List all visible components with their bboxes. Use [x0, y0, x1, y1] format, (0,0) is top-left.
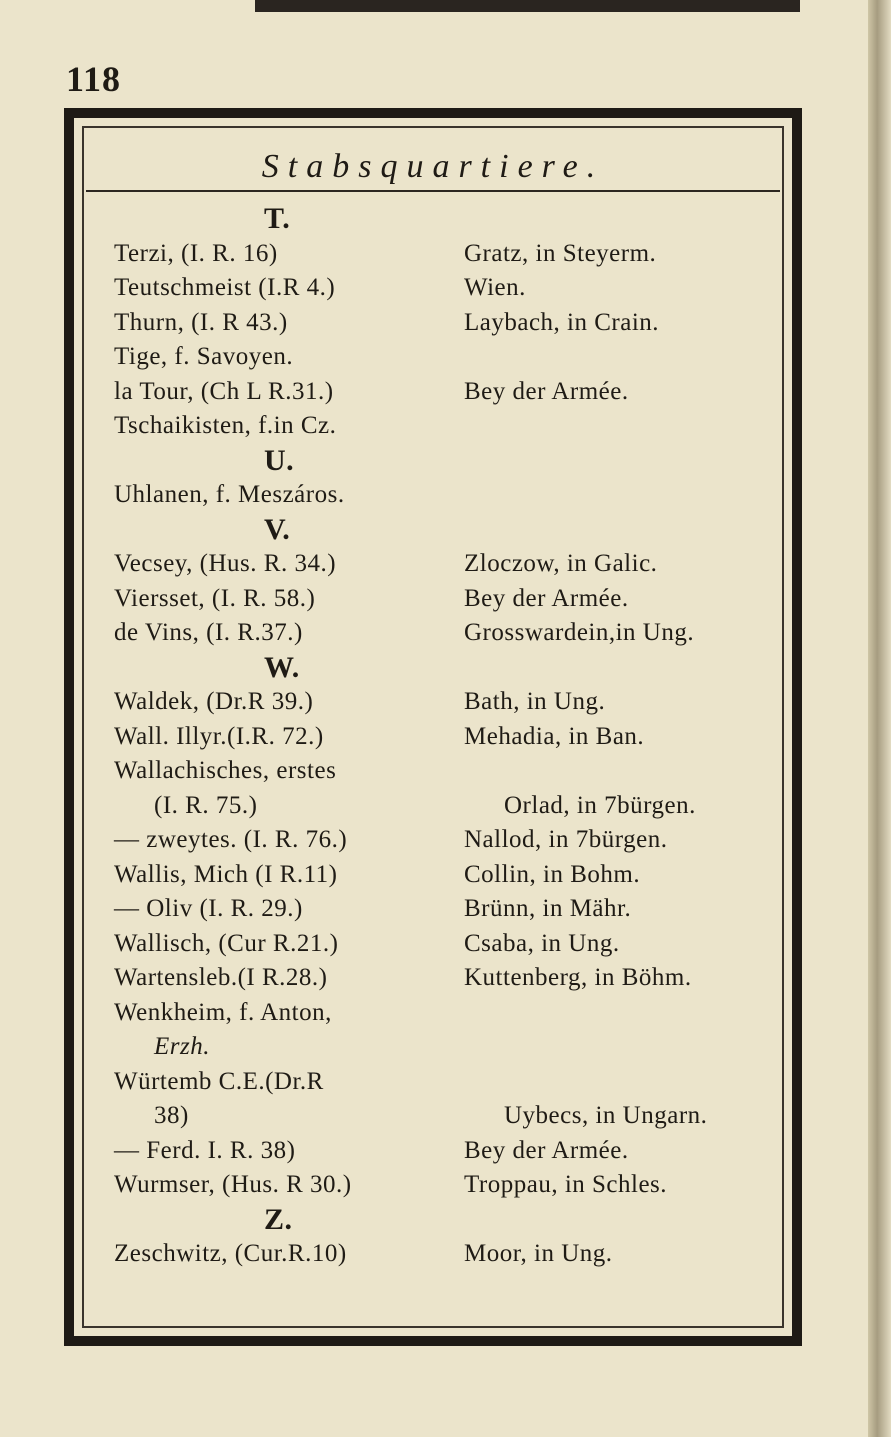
title-rule [86, 190, 780, 192]
regiment-name: Wenkheim, f. Anton, [114, 998, 332, 1026]
headquarters-location: Nallod, in 7bürgen. [464, 826, 668, 854]
headquarters-location: Brünn, in Mähr. [464, 895, 632, 923]
section-letter-row [114, 202, 794, 237]
entry-row [114, 961, 794, 996]
section-letter: T. [264, 202, 291, 236]
regiment-name: — Oliv (I. R. 29.) [114, 895, 303, 923]
entry-row [114, 1099, 794, 1134]
book-spine [868, 0, 891, 1437]
entry-row [114, 892, 794, 927]
entry-row [114, 789, 794, 824]
section-letter-row [114, 1203, 794, 1238]
entry-row [114, 1134, 794, 1169]
section-letter: V. [264, 512, 291, 546]
entry-row [114, 478, 794, 513]
section-letter: U. [264, 443, 295, 477]
entry-row [114, 927, 794, 962]
section-letter-row [114, 651, 794, 686]
headquarters-location: Laybach, in Crain. [464, 308, 660, 336]
entry-row [114, 237, 794, 272]
headquarters-location: Bey der Armée. [464, 1136, 629, 1164]
regiment-name: Uhlanen, f. Meszáros. [114, 481, 345, 509]
entry-row [114, 616, 794, 651]
regiment-name: — zweytes. (I. R. 76.) [114, 826, 348, 854]
entry-row [114, 1237, 794, 1272]
content-frame [64, 108, 802, 1346]
entry-row [114, 547, 794, 582]
regiment-name: Terzi, (I. R. 16) [114, 239, 278, 267]
entry-row [114, 996, 794, 1031]
section-letter: Z. [264, 1202, 293, 1236]
entry-row [114, 340, 794, 375]
entry-row [114, 375, 794, 410]
entry-row [114, 271, 794, 306]
entry-row [114, 823, 794, 858]
regiment-name: Thurn, (I. R 43.) [114, 308, 288, 336]
regiment-name: — Ferd. I. R. 38) [114, 1136, 296, 1164]
headquarters-location: Grosswardein,in Ung. [464, 619, 695, 647]
regiment-name: Wallis, Mich (I R.11) [114, 860, 338, 888]
regiment-name: Tschaikisten, f.in Cz. [114, 412, 337, 440]
regiment-name: Wartensleb.(I R.28.) [114, 964, 328, 992]
section-letter-row [114, 444, 794, 479]
regiment-name: Wallachisches, erstes [114, 757, 337, 785]
headquarters-location: Collin, in Bohm. [464, 860, 641, 888]
regiment-name: Wurmser, (Hus. R 30.) [114, 1171, 352, 1199]
headquarters-location: Gratz, in Steyerm. [464, 239, 657, 267]
headquarters-location: Moor, in Ung. [464, 1240, 613, 1268]
regiment-name: Tige, f. Savoyen. [114, 343, 294, 371]
regiment-name: de Vins, (I. R.37.) [114, 619, 303, 647]
entry-row [114, 685, 794, 720]
section-letter: W. [264, 650, 300, 684]
regiment-name: 38) [154, 1102, 189, 1130]
headquarters-location: Uybecs, in Ungarn. [504, 1102, 708, 1130]
entry-row [114, 1065, 794, 1100]
regiment-name: Viersset, (I. R. 58.) [114, 584, 316, 612]
headquarters-location: Kuttenberg, in Böhm. [464, 964, 692, 992]
headquarters-location: Csaba, in Ung. [464, 929, 620, 957]
page-title: Stabsquartiere. [261, 148, 605, 185]
regiment-name: Erzh. [154, 1033, 210, 1061]
headquarters-location: Mehadia, in Ban. [464, 722, 645, 750]
section-letter-row [114, 513, 794, 548]
regiment-name: Teutschmeist (I.R 4.) [114, 274, 336, 302]
regiment-name: la Tour, (Ch L R.31.) [114, 377, 334, 405]
entry-row [114, 858, 794, 893]
entry-row [114, 1030, 794, 1065]
headquarters-location: Wien. [464, 274, 526, 302]
entry-row [114, 754, 794, 789]
regiment-name: Wall. Illyr.(I.R. 72.) [114, 722, 324, 750]
regiment-name: Wallisch, (Cur R.21.) [114, 929, 339, 957]
regiment-name: Würtemb C.E.(Dr.R [114, 1067, 324, 1095]
headquarters-location: Zloczow, in Galic. [464, 550, 658, 578]
entries-list [114, 202, 794, 1272]
entry-row [114, 306, 794, 341]
regiment-name: Vecsey, (Hus. R. 34.) [114, 550, 337, 578]
entry-row [114, 720, 794, 755]
regiment-name: (I. R. 75.) [154, 791, 258, 819]
headquarters-location: Orlad, in 7bürgen. [504, 791, 696, 819]
headquarters-location: Bey der Armée. [464, 584, 629, 612]
entry-row [114, 409, 794, 444]
regiment-name: Zeschwitz, (Cur.R.10) [114, 1240, 347, 1268]
entry-row [114, 1168, 794, 1203]
headquarters-location: Troppau, in Schles. [464, 1171, 668, 1199]
headquarters-location: Bath, in Ung. [464, 688, 606, 716]
page-number: 118 [66, 59, 122, 99]
top-shadow-strip [255, 0, 800, 12]
entry-row [114, 582, 794, 617]
headquarters-location: Bey der Armée. [464, 377, 629, 405]
regiment-name: Waldek, (Dr.R 39.) [114, 688, 314, 716]
